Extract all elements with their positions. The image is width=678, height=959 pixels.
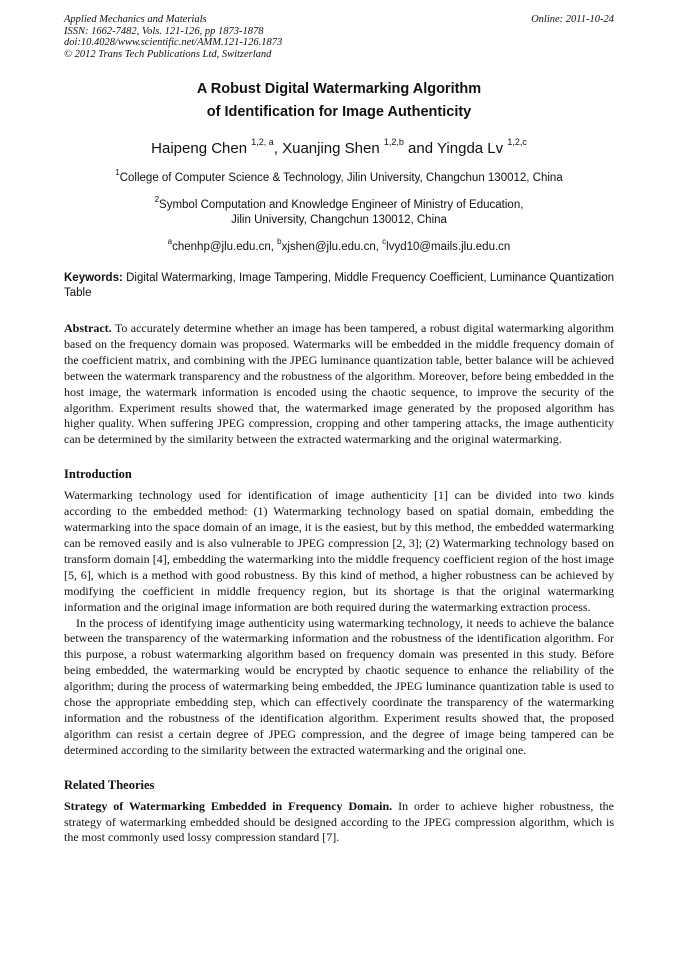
abstract-text: To accurately determine whether an image has been tampered, a robust digital watermarking algorithm based on the frequency domain was proposed. Watermarks will be embedded in the middle frequency domain of the coefficient matrix, and combining with the JPEG luminance quantization table, better balance will be achieved between the watermark transparency and the robustness of the algorithm. Moreover, before being embedded in the host image, the watermark information is encoded using the chaotic sequence, to improve the security of the algorithm. Experiment results showed that, the watermarked image generated by the proposed algorithm has higher quality. When suffering JPEG compression, cropping and other tampering attacks, the image authenticity can be determined by the similarity between the extracted watermarking and the original watermarking. [64,321,614,447]
subsection-label: Strategy of Watermarking Embedded in Frequency Domain. [64,798,393,813]
introduction-paragraph-1: Watermarking technology used for identification of image authenticity [1] can be divided into two kinds according to the embedded method: (1) Watermarking technology based on spatial domain, embedding the watermarking into the space domain of an image, it is the easiest, but by this method, the embedded watermarking can be removed easily and is also vulnerable to JPEG compression [2, 3]; (2) Watermarking technology based on transform domain [4], embedding the watermarking into the middle frequency coefficient region of the host image [5, 6], which is a method with good robustness. By this kind of method, a higher robustness can be achieved by modifying the coefficient in middle frequency region, but its shortage is that the original watermarking information and the original image information are both required during the watermarking extraction process. [64,488,614,614]
affiliation-1-text: College of Computer Science & Technology, Jilin University, Changchun 130012, China [119,172,563,184]
journal-header [64,14,614,60]
author-list [64,132,614,159]
affiliation-2-line-2: Jilin University, Changchun 130012, China [231,214,447,226]
keywords-label: Keywords: [64,272,123,284]
affiliation-1 [64,165,614,186]
online-date: Online: 2011-10-24 [531,14,614,25]
keywords [64,271,614,301]
author-3-affil: 1,2,c [507,137,527,147]
affiliation-1-mark: 1 [115,168,120,177]
title-line-1: A Robust Digital Watermarking Algorithm [196,81,482,97]
related-theories-heading: Related Theories [64,777,155,792]
keywords-text: Digital Watermarking, Image Tampering, Middle Frequency Coefficient, Luminance Quantization Table [64,272,614,299]
subsection-text: In order to achieve higher robustness, the strategy of watermarking embedded should be designed according to the JPEG compression algorithm, which is the most commonly used lossy compression standard [7]. [64,798,614,845]
paper-page [64,14,614,846]
related-theories-paragraph [64,799,614,847]
journal-name: Applied Mechanics and Materials [64,14,207,25]
email-a: chenhp@jlu.edu.cn, [172,241,278,253]
abstract-label: Abstract. [64,321,112,335]
email-a-mark: a [167,237,173,246]
affiliation-2 [64,192,614,213]
copyright-line: © 2012 Trans Tech Publications Ltd, Switzerland [64,48,272,60]
email-line [64,234,614,255]
paper-title [64,78,614,124]
author-1-affil: 1,2, a [251,137,274,147]
affiliations [64,165,614,255]
author-2-affil: 1,2,b [383,137,404,147]
author-3: and Yingda Lv [403,140,504,157]
doi-line: doi:10.4028/www.scientific.net/AMM.121-126.1873 [64,37,283,48]
affiliation-2-mark: 2 [154,195,160,204]
introduction-heading: Introduction [64,467,132,482]
email-b: xjshen@jlu.edu.cn, [281,241,383,253]
author-2: , Xuanjing Shen [273,140,380,157]
issn-line: ISSN: 1662-7482, Vols. 121-126, pp 1873-1878 [64,25,264,37]
abstract [64,321,614,448]
affiliation-2-line-1: Symbol Computation and Knowledge Engineer of Ministry of Education, [159,199,524,211]
email-b-mark: b [277,237,282,246]
title-line-2: of Identification for Image Authenticity [206,104,472,120]
email-c-mark: c [382,237,387,246]
author-1: Haipeng Chen [151,140,248,157]
introduction-paragraph-2: In the process of identifying image authenticity using watermarking technology, it needs to achieve the balance between the transparency of the watermarking information and the robustness of the identification algorithm. For this purpose, a robust watermarking algorithm based on frequency domain was presented in this study. Before being embedded, the watermarking would be encrypted by chaotic sequence to enhance the reliability of the algorithm; during the process of watermarking being embedded, the JPEG luminance quantization table is used to chose the appropriate embedding step, which can effectively coordinate the transparency of the watermarking information and the robustness of the identification algorithm. Experiment results showed that, the proposed algorithm can resist a certain degree of JPEG compression, and the degree of image being tampered can be determined according to the similarity between the extracted watermarking and the original one. [64,615,614,757]
email-c: lvyd10@mails.jlu.edu.cn [386,241,511,253]
